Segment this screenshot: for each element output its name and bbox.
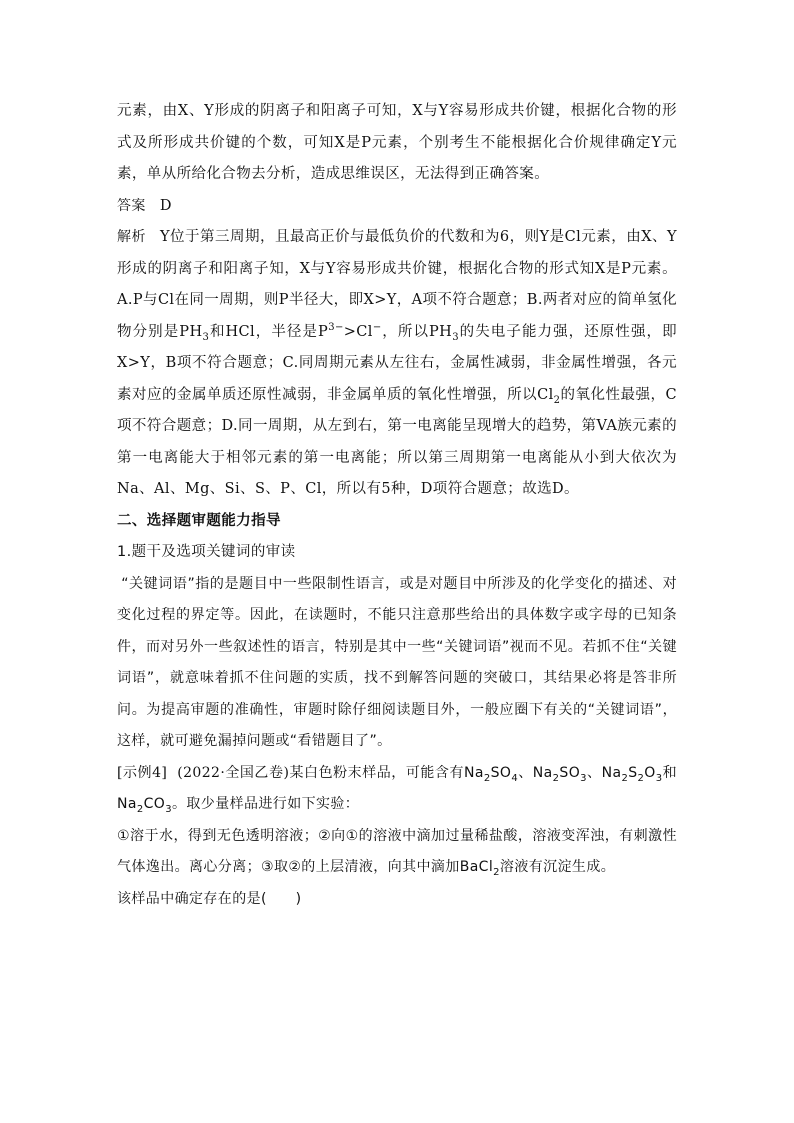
superscript: − (372, 321, 382, 333)
formula-part: O (644, 764, 656, 781)
example-source: (2022·全国乙卷) (177, 764, 290, 781)
explanation-text-5: 的失电子能力强，还原性强，即X>Y，B项不符合题意；C.同周期元素从左往右，金属性减弱，非金属性增强，各元素对应的金属单质还原性减弱，非金属单质的氧化性增强，所以Cl (117, 323, 677, 403)
explanation-label: 解析 (117, 229, 146, 245)
subscript: 2 (552, 772, 560, 784)
subscript: 3 (165, 803, 172, 815)
page-content (117, 96, 677, 915)
explanation-text-6: 的氧化性最强，C项不符合题意；D.同一周期，从左到右，第一电离能呈现增大的趋势，第VA族元素的第一电离能大于相邻元素的第一电离能；所以第三周期第一电离能从小到大依次为Na、Al、Mg、Si、S、P、Cl，所以有5种，D项符合题意；故选D。 (117, 386, 677, 497)
subscript: 2 (553, 394, 561, 406)
answer-line (117, 191, 677, 223)
formula-part: SO (559, 764, 581, 781)
section-heading: 二、选择题审题能力指导 (117, 512, 281, 529)
subscript: 4 (511, 772, 519, 784)
formula-part: 、Na (586, 764, 622, 781)
subsection-heading: 1.题干及选项关键词的审读 (117, 544, 296, 560)
explanation-text-3: >Cl (343, 323, 373, 340)
subscript: 3 (655, 772, 663, 784)
subscript: 2 (136, 803, 144, 815)
formula-part: 和Na (117, 764, 677, 812)
subscript: 2 (493, 866, 500, 878)
explanation-text-2: 和HCl，半径是P (209, 323, 329, 340)
subscript: 2 (637, 772, 645, 784)
formula-part: SO (490, 764, 512, 781)
subscript: 3 (452, 331, 459, 343)
steps-text: ①溶于水，得到无色透明溶液；②向①的溶液中滴加过量稀盐酸，溶液变浑浊，有刺激性气体逸出。离心分离；③取②的上层清液，向其中滴加BaCl (117, 827, 677, 875)
example-label: [示例4] (117, 764, 168, 781)
formula-part: 、Na (518, 764, 553, 781)
answer-value: D (159, 197, 172, 214)
subscript: 3 (580, 772, 587, 784)
analysis-intro: 元素，由X、Y形成的阴离子和阳离子可知，X与Y容易形成共价键，根据化合物的形式及所形成共价键的个数，可知X是P元素，个别考生不能根据化合价规律确定Y元素，单从所给化合物去分析，造成思维误区，无法得到正确答案。 (117, 103, 677, 182)
subscript: 2 (483, 772, 491, 784)
explanation-paragraph (117, 222, 677, 506)
example-question: 该样品中确定存在的是( ) (117, 890, 302, 907)
answer-label: 答案 (117, 197, 146, 214)
example-text: 某白色粉末样品，可能含有Na (289, 764, 484, 781)
formula-part: CO (143, 796, 166, 812)
formula-part: S (628, 764, 638, 781)
explanation-text-4: ，所以PH (381, 323, 453, 340)
guide-paragraph: “关键词语”指的是题目中一些限制性语言，或是对题目中所涉及的化学变化的描述、对变化过程的界定等。因此，在读题时，不能只注意那些给出的具体数字或字母的已知条件，而对另外一些叙述性的语言，特别是其中一些“关键词语”视而不见。若抓不住“关键词语”，就意味着抓不住问题的实质，找不到解答问题的突破口，其结果必将是答非所问。为提高审题的准确性，审题时除仔细阅读题目外，一般应圈下有关的“关键词语”，这样，就可避免漏掉问题或“看错题目了”。 (117, 575, 677, 749)
explanation-text-1: Y位于第三周期，且最高正价与最低负价的代数和为6，则Y是Cl元素，由X、Y形成的阴离子和阳离子知，X与Y容易形成共价键，根据化合物的形式知X是P元素。A.P与Cl在同一周期，则P半径大，即X>Y，A项不符合题意；B.两者对应的简单氢化物分别是PH (117, 229, 677, 340)
subscript: 3 (202, 331, 210, 343)
example-steps (117, 821, 677, 884)
example-text-end: 。取少量样品进行如下实验： (172, 796, 360, 812)
steps-text-end: 溶液有沉淀生成。 (499, 859, 616, 875)
subscript: 2 (621, 772, 629, 784)
example-stem (117, 758, 677, 821)
superscript: 3− (328, 321, 344, 333)
